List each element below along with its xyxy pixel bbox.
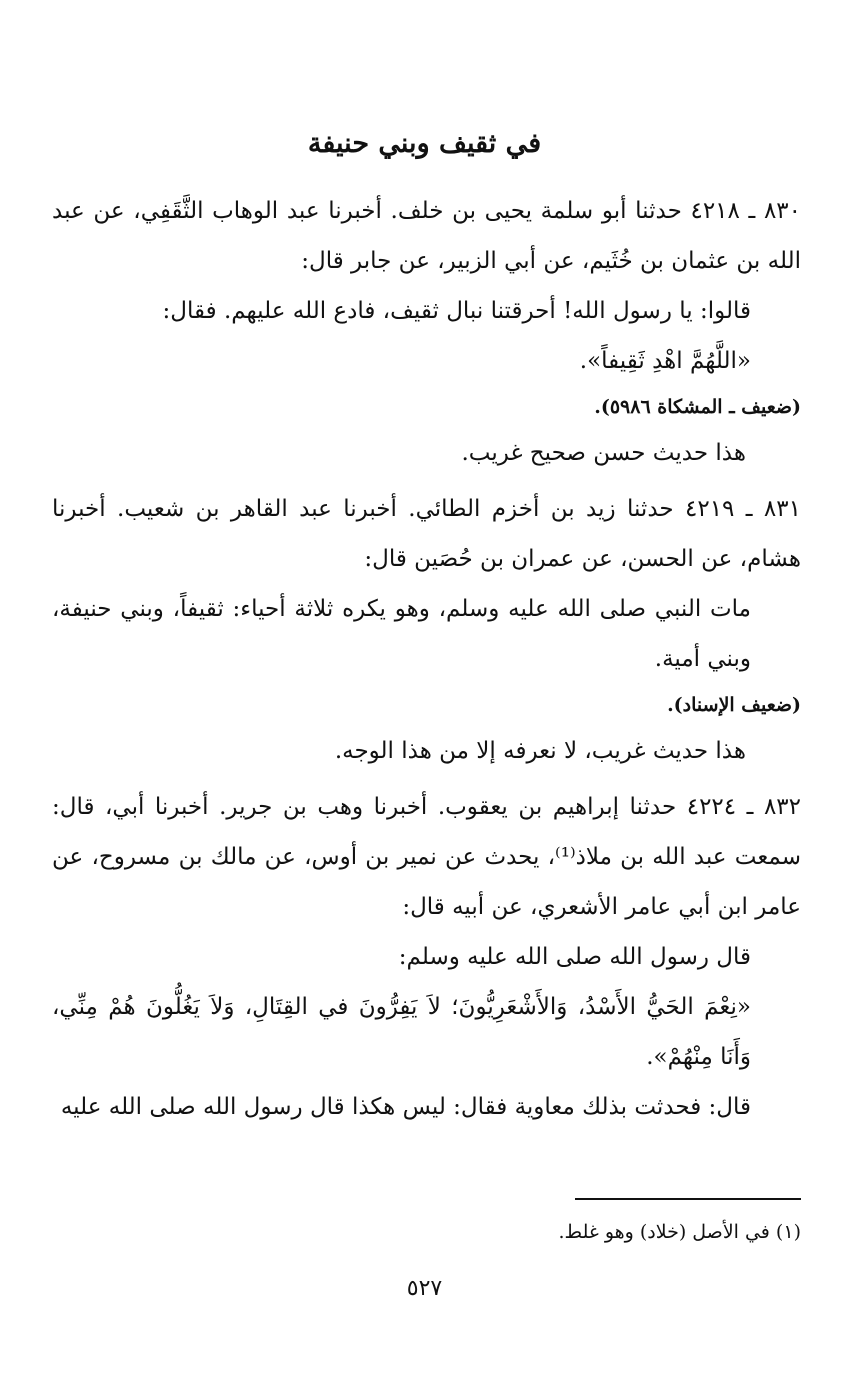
hadith-832-matn-quote: «نِعْمَ الحَيُّ الأَسْدُ، وَالأَشْعَرِيُّونَ؛ لاَ يَفِرُّونَ في القِتَالِ، وَلاَ يَغُلُّونَ هُمْ مِنِّي، وَأَنَا مِنْهُمْ». xyxy=(52,994,751,1070)
page-body xyxy=(52,186,801,1132)
hadith-832-matn-intro: قال رسول الله صلى الله عليه وسلم: xyxy=(398,944,751,970)
hadith-831-matn: مات النبي صلى الله عليه وسلم، وهو يكره ثلاثة أحياء: ثقيفاً، وبني حنيفة، وبني أمية. xyxy=(52,596,751,672)
footnote-divider xyxy=(575,1198,801,1200)
hadith-832-isnad: ٨٣٢ ـ ٤٢٢٤ حدثنا إبراهيم بن يعقوب. أخبرنا وهب بن جرير. أخبرنا أبي، قال: سمعت عبد الله بن ملاذ⁽¹⁾، يحدث عن نمير بن أوس، عن مالك بن مسروح، عن عامر ابن أبي عامر الأشعري، عن أبيه قال: xyxy=(52,794,802,920)
hadith-830-matn-quote: «اللَّهُمَّ اهْدِ ثَقِيفاً». xyxy=(579,348,751,374)
hadith-832-continuation: قال: فحدثت بذلك معاوية فقال: ليس هكذا قال رسول الله صلى الله عليه xyxy=(60,1094,751,1120)
hadith-830-comment: هذا حديث حسن صحيح غريب. xyxy=(461,440,746,466)
footnote: (١) في الأصل (خلاد) وهو غلط. xyxy=(558,1221,801,1243)
hadith-831-comment: هذا حديث غريب، لا نعرفه إلا من هذا الوجه. xyxy=(334,738,746,764)
hadith-830-matn-intro: قالوا: يا رسول الله! أحرقتنا نبال ثقيف، فادع الله عليهم. فقال: xyxy=(162,298,751,324)
hadith-830-isnad: ٨٣٠ ـ ٤٢١٨ حدثنا أبو سلمة يحيى بن خلف. أخبرنا عبد الوهاب الثَّقَفِي، عن عبد الله بن عثمان بن خُثَيم، عن أبي الزبير، عن جابر قال: xyxy=(52,198,801,274)
hadith-831-isnad: ٨٣١ ـ ٤٢١٩ حدثنا زيد بن أخزم الطائي. أخبرنا عبد القاهر بن شعيب. أخبرنا هشام، عن الحسن، عن عمران بن حُصَين قال: xyxy=(52,496,801,572)
chapter-heading: في ثقيف وبني حنيفة xyxy=(307,128,542,159)
page-number: ٥٢٧ xyxy=(406,1276,443,1301)
hadith-831-grade: (ضعيف الإسناد). xyxy=(667,694,801,716)
hadith-830-grade: (ضعيف ـ المشكاة ٥٩٨٦). xyxy=(594,396,801,418)
